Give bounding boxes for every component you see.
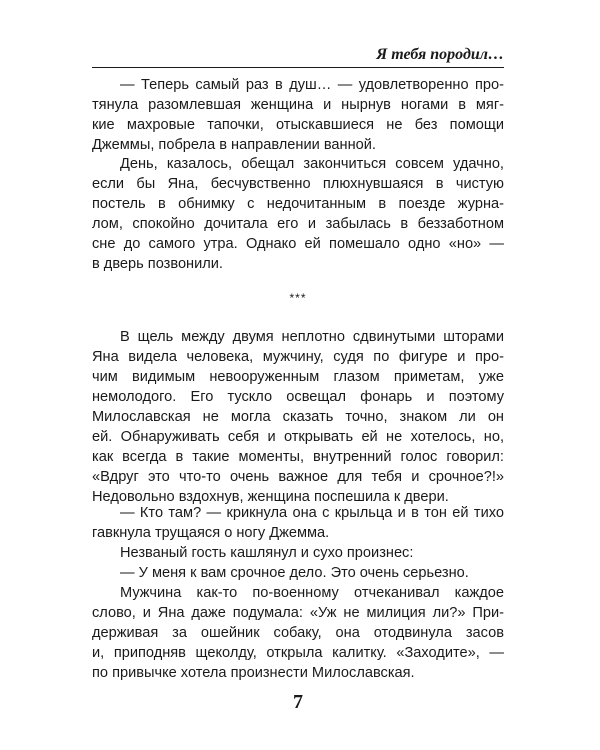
text-line: держивая за ошейник собаку, она отодвинула засов — [92, 625, 504, 641]
text-line: Незваный гость кашлянул и сухо произнес: — [120, 545, 414, 561]
paragraph-6 — [92, 563, 504, 583]
text-line: «Вдруг это что-то очень важное для тебя и срочное?!» — [92, 469, 504, 485]
text-line: В щель между двумя неплотно сдвинутыми шторами — [120, 329, 504, 345]
text-line: — Кто там? — крикнула она с крыльца и в тон ей тихо — [120, 505, 504, 521]
paragraph-2 — [92, 154, 504, 274]
text-line: Мужчина как-то по-военному отчеканивал каждое — [120, 585, 504, 601]
text-line: День, казалось, обещал закончиться совсем удачно, — [120, 156, 504, 172]
text-line: по привычке хотела произнести Милославская. — [92, 665, 415, 681]
text-line: ей. Обнаруживать себя и открывать ей не хотелось, но, — [92, 429, 504, 445]
text-line: лом, спокойно дочитала его и забылась в беззаботном — [92, 216, 504, 232]
paragraph-1 — [92, 75, 504, 155]
text-line: тянула разомлевшая женщина и нырнув ногами в мяг- — [92, 97, 504, 113]
text-line: Яна видела человека, мужчину, судя по фигуре и про- — [92, 349, 504, 365]
running-header: Я тебя породил… — [376, 46, 504, 63]
paragraph-7 — [92, 583, 504, 683]
text-line: если бы Яна, бесчувственно плюхнувшаяся в чистую — [92, 176, 504, 192]
text-line: — Теперь самый раз в душ… — удовлетворенно про- — [120, 77, 504, 93]
text-line: в дверь позвонили. — [92, 256, 223, 272]
text-line: постель в обнимку с недочитанным в поезде журна- — [92, 196, 504, 212]
page-number: 7 — [293, 691, 303, 713]
text-line: как всегда в такие моменты, внутренний голос говорил: — [92, 449, 504, 465]
text-line: чим видимым невооруженным глазом приметам, уже — [92, 369, 504, 385]
paragraph-5 — [92, 543, 504, 563]
text-line: кие махровые тапочки, отыскавшиеся не без помощи — [92, 117, 504, 133]
header-rule — [92, 67, 504, 68]
text-line: сне до самого утра. Однако ей помешало одно «но» — — [92, 236, 504, 252]
text-line: — У меня к вам срочное дело. Это очень серьезно. — [120, 565, 469, 581]
paragraph-4 — [92, 503, 504, 543]
text-line: и, приподняв щеколду, открыла калитку. «Заходите», — — [92, 645, 504, 661]
text-line: гавкнула трущаяся о ногу Джемма. — [92, 525, 330, 541]
text-line: Недовольно вздохнув, женщина поспешила к двери. — [92, 489, 449, 505]
text-line: слово, и Яна даже подумала: «Уж не милиция ли?» При- — [92, 605, 504, 621]
text-line: Джеммы, побрела в направлении ванной. — [92, 137, 376, 153]
text-line: немолодого. Его тускло освещал фонарь и поэтому — [92, 389, 504, 405]
paragraph-3 — [92, 327, 504, 507]
text-line: Милославская не могла сказать точно, знаком ли он — [92, 409, 504, 425]
section-break: *** — [289, 291, 307, 305]
